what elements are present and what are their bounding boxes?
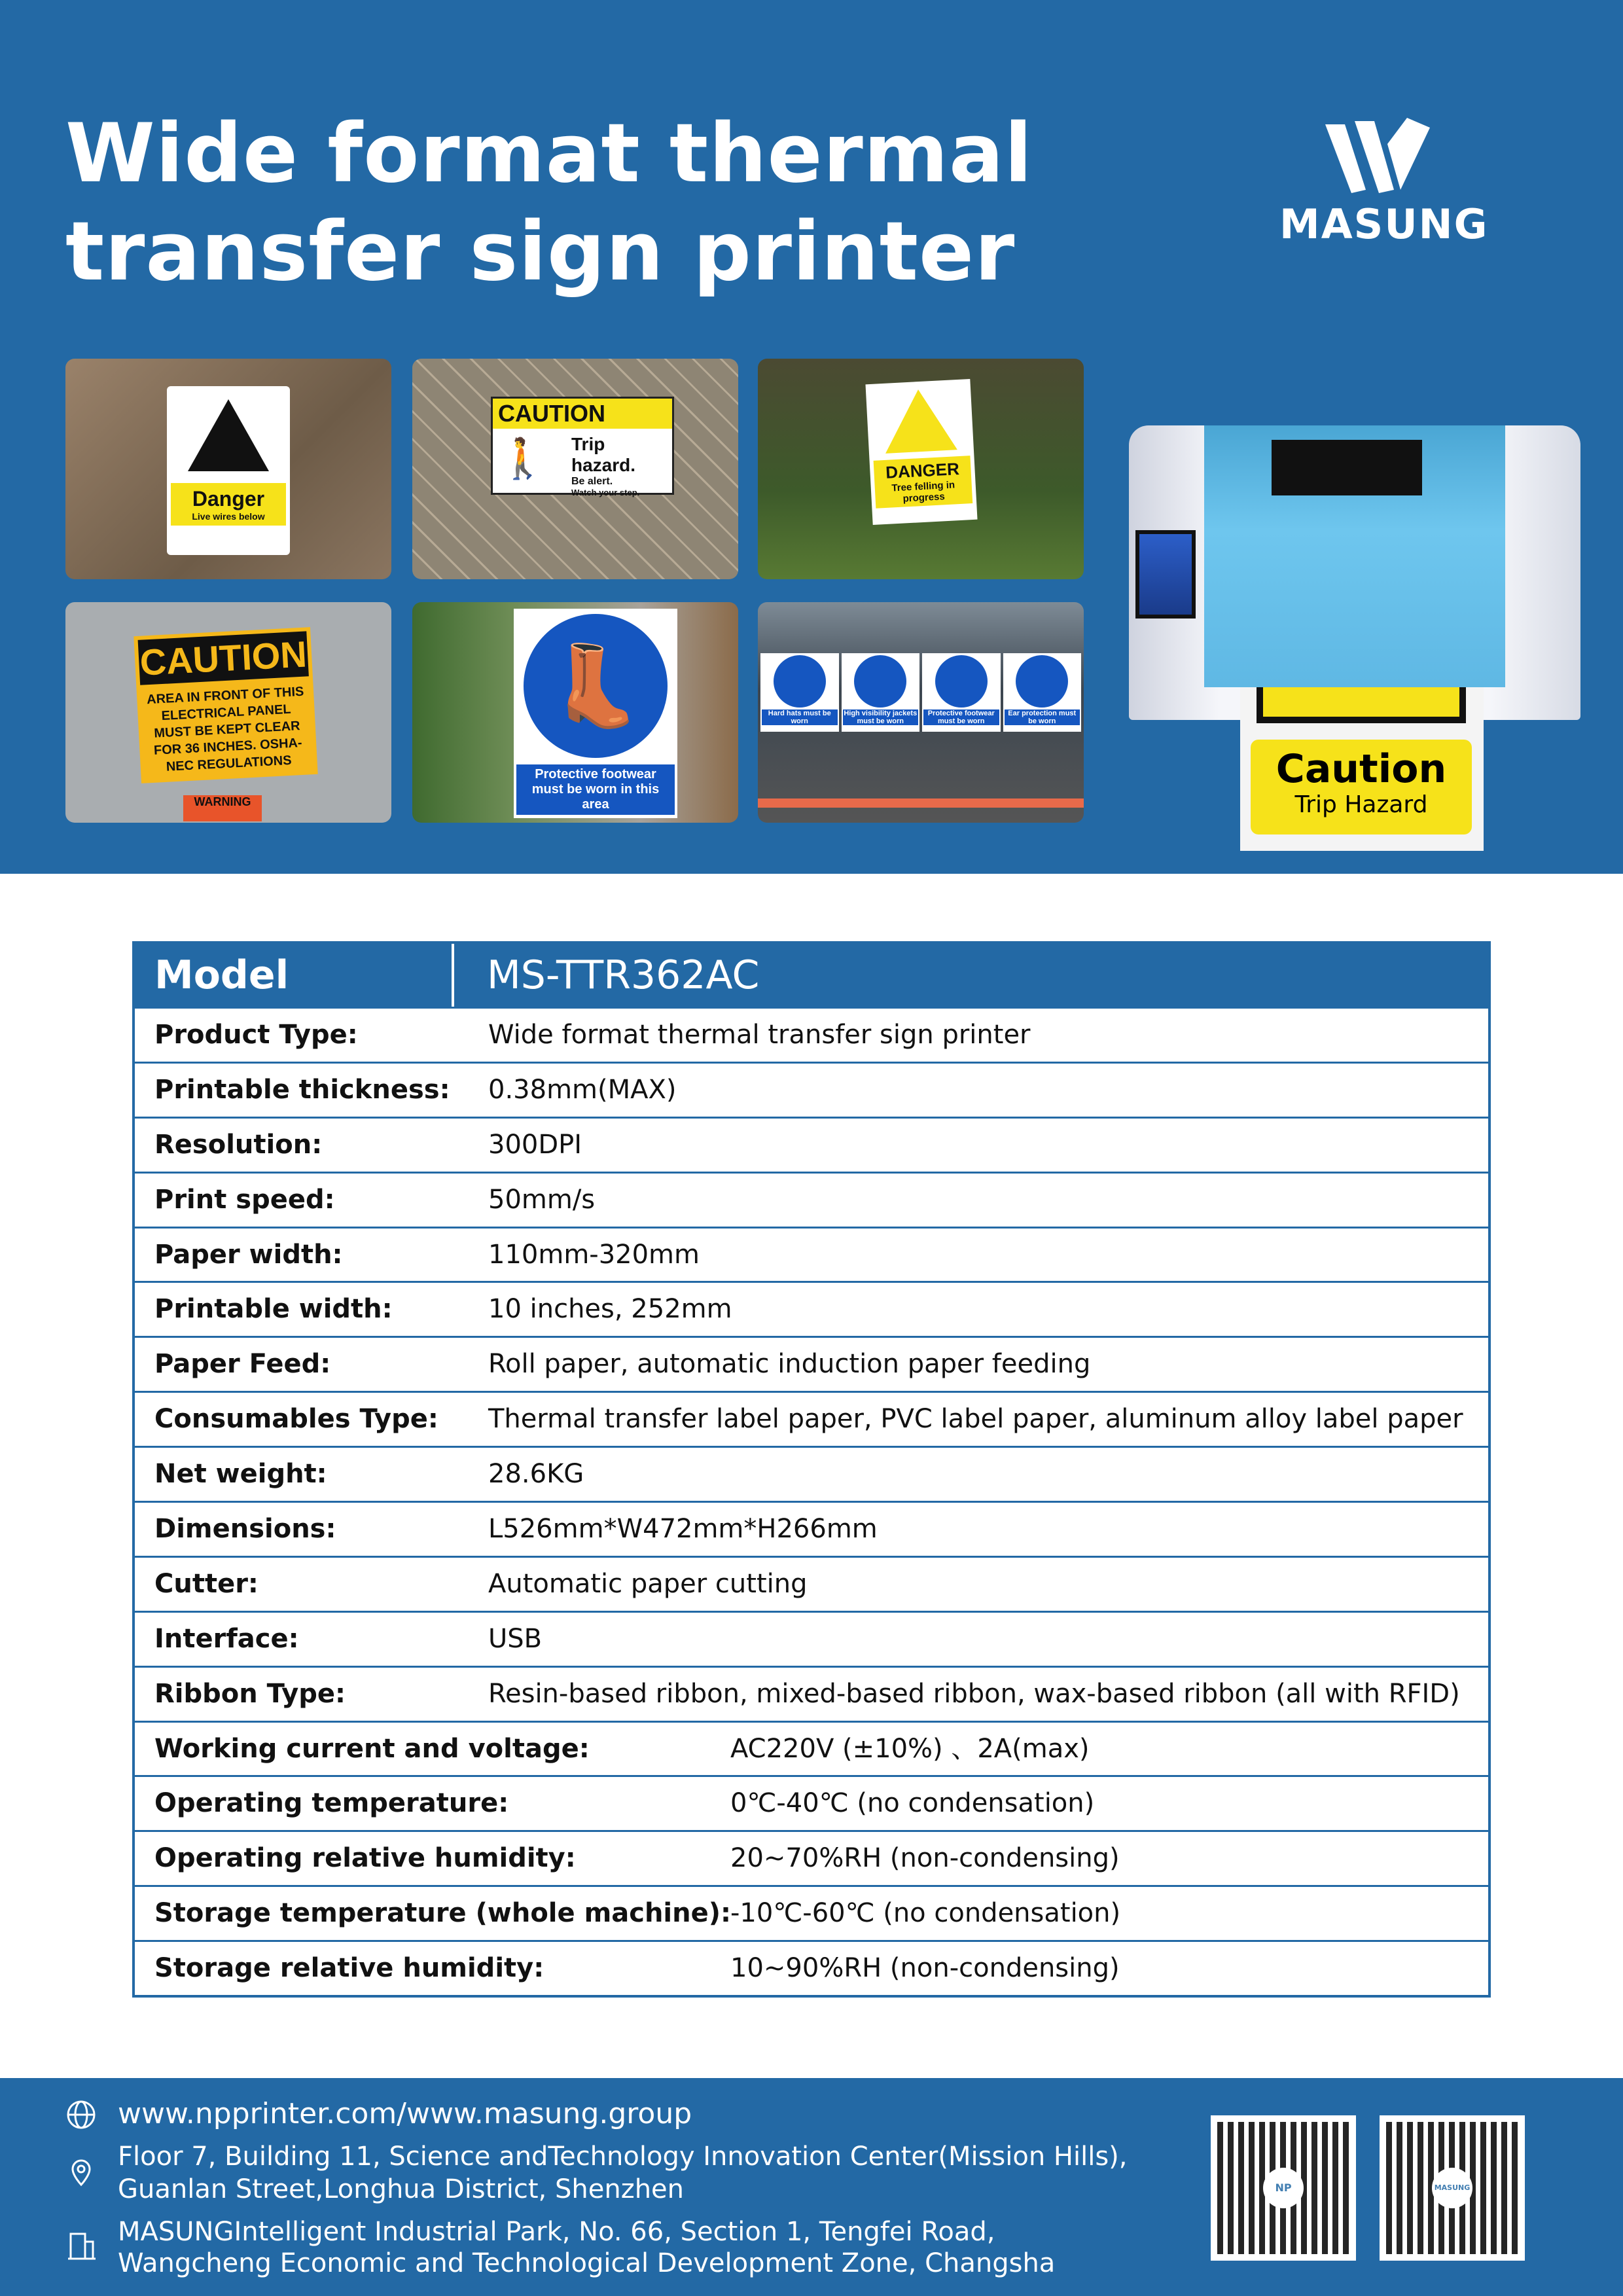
spec-value: USB [488,1623,543,1654]
photo-tree-felling-sign [758,359,1084,579]
spec-label: Paper width: [154,1239,343,1270]
title-line-1: Wide format thermal [65,107,1033,201]
table-row [135,1940,1488,1995]
warning-tag: WARNING [183,795,262,821]
spec-label: Operating temperature: [154,1788,509,1819]
spec-label: Cutter: [154,1568,259,1599]
trip-person-icon: 🚶 [498,437,547,480]
sign-sub: Live wires below [192,511,265,522]
boot-icon [935,655,988,708]
hi-vis-jacket-icon [854,655,906,708]
model-value: MS-TTR362AC [487,952,760,998]
spec-label: Operating relative humidity: [154,1843,576,1874]
qr-code-masung [1380,2115,1525,2261]
photo-protective-footwear-sign [412,602,738,823]
spec-label: Print speed: [154,1184,335,1215]
table-row [135,1611,1488,1666]
spec-value: 0℃-40℃ (no condensation) [730,1788,1095,1819]
printer-window [1272,440,1422,495]
spec-table [132,941,1491,1998]
spec-label: Printable thickness: [154,1074,450,1105]
sign-title: DANGER [885,459,960,482]
sign-body: AREA IN FRONT OF THIS ELECTRICAL PANEL MUST BE KEPT CLEAR FOR 36 INCHES. OSHA-NEC REGULATIONS [146,684,304,774]
sign-title: Danger [192,487,265,511]
table-row [135,1501,1488,1556]
table-row [135,1391,1488,1446]
printer-image [1129,399,1580,818]
table-row [135,1281,1488,1336]
warning-triangle-icon [188,399,269,471]
table-header [135,944,1488,1007]
website-link[interactable]: www.npprinter.com/www.masung.group [118,2097,692,2130]
sign-title: Ear protection must be worn [1005,709,1080,725]
photo-danger-sign [65,359,391,579]
spec-label: Interface: [154,1623,299,1654]
table-row [135,1666,1488,1721]
spec-label: Storage relative humidity: [154,1953,544,1984]
table-row [135,1007,1488,1062]
address-shenzhen-line1: Floor 7, Building 11, Science andTechnology Innovation Center(Mission Hills), [118,2142,1128,2172]
boot-icon: 👢 [524,614,668,758]
spec-label: Storage temperature (whole machine): [154,1898,732,1929]
spec-label: Net weight: [154,1459,327,1490]
label-title: Caution [1275,746,1447,792]
spec-value: Roll paper, automatic induction paper feeding [488,1349,1091,1380]
qr-logo: NP [1263,2168,1304,2208]
table-row [135,1556,1488,1611]
spec-label: Ribbon Type: [154,1678,346,1709]
table-row [135,1446,1488,1501]
qr-code-npprinter [1211,2115,1356,2261]
spec-value: L526mm*W472mm*H266mm [488,1514,878,1545]
spec-label: Dimensions: [154,1514,336,1545]
label-sub: Trip Hazard [1294,791,1428,818]
spec-value: Resin-based ribbon, mixed-based ribbon, wax-based ribbon (all with RFID) [488,1678,1460,1709]
sign-sub: Watch your step. [571,488,640,497]
sign-title: Protective footwear must be worn [923,709,999,725]
model-label: Model [135,944,454,1007]
address-shenzhen-line2: Guanlan Street,Longhua District, Shenzhen [118,2174,684,2204]
spec-value: 50mm/s [488,1184,596,1215]
address-changsha-line2: Wangcheng Economic and Technological Development Zone, Changsha [118,2248,1056,2278]
spec-label: Resolution: [154,1129,323,1160]
sign-title: High visibility jackets must be worn [844,709,918,725]
spec-label: Paper Feed: [154,1349,331,1380]
touchscreen [1135,530,1196,619]
spec-value: 10 inches, 252mm [488,1294,732,1325]
masung-logo [1279,118,1489,249]
qr-logo: MASUNG [1432,2168,1472,2208]
sign-title: Trip hazard. [571,434,636,475]
spec-value: 10~90%RH (non-condensing) [730,1953,1120,1984]
spec-value: -10℃-60℃ (no condensation) [730,1898,1121,1929]
table-row [135,1172,1488,1227]
spec-value: 300DPI [488,1129,582,1160]
address-changsha-line1: MASUNGIntelligent Industrial Park, No. 66, Section 1, Tengfei Road, [118,2217,995,2247]
spec-label: Consumables Type: [154,1404,438,1435]
photo-ppe-signs [758,602,1084,823]
printed-label [1240,687,1484,851]
photo-electrical-caution-sign [65,602,391,823]
sign-title: CAUTION [138,631,309,685]
table-row [135,1830,1488,1885]
spec-value: AC220V (±10%) 、2A(max) [730,1733,1090,1764]
sign-sub: Tree felling in progress [891,479,955,505]
spec-label: Printable width: [154,1294,393,1325]
table-row [135,1775,1488,1830]
building-icon [65,2230,97,2261]
table-row [135,1117,1488,1172]
table-row [135,1062,1488,1117]
logo-text: MASUNG [1279,200,1489,248]
spec-value: 110mm-320mm [488,1239,700,1270]
spec-value: Thermal transfer label paper, PVC label paper, aluminum alloy label paper [488,1404,1463,1435]
sign-sub: Be alert. [571,476,613,487]
location-pin-icon [65,2158,97,2189]
spec-label: Product Type: [154,1020,358,1050]
photo-trip-hazard-sign [412,359,738,579]
title-line-2: transfer sign printer [65,205,1016,299]
page-title [65,105,1033,301]
spec-value: 28.6KG [488,1459,584,1490]
masung-w-icon [1325,118,1430,196]
spec-value: 0.38mm(MAX) [488,1074,677,1105]
hero-banner [0,0,1623,874]
hard-hat-icon [774,655,826,708]
sign-title: Protective footwear must be worn in this area [516,764,675,815]
table-row [135,1227,1488,1282]
globe-icon [65,2099,97,2130]
spec-value: Automatic paper cutting [488,1568,808,1599]
sign-title: Hard hats must be worn [762,709,838,725]
exclamation-triangle-icon [882,387,957,454]
table-row [135,1885,1488,1940]
spec-value: 20~70%RH (non-condensing) [730,1843,1120,1874]
spec-value: Wide format thermal transfer sign printer [488,1020,1031,1050]
table-row [135,1721,1488,1776]
table-row [135,1336,1488,1391]
spec-label: Working current and voltage: [154,1733,590,1764]
ear-protection-icon [1016,655,1068,708]
sign-banner: CAUTION [493,399,672,429]
